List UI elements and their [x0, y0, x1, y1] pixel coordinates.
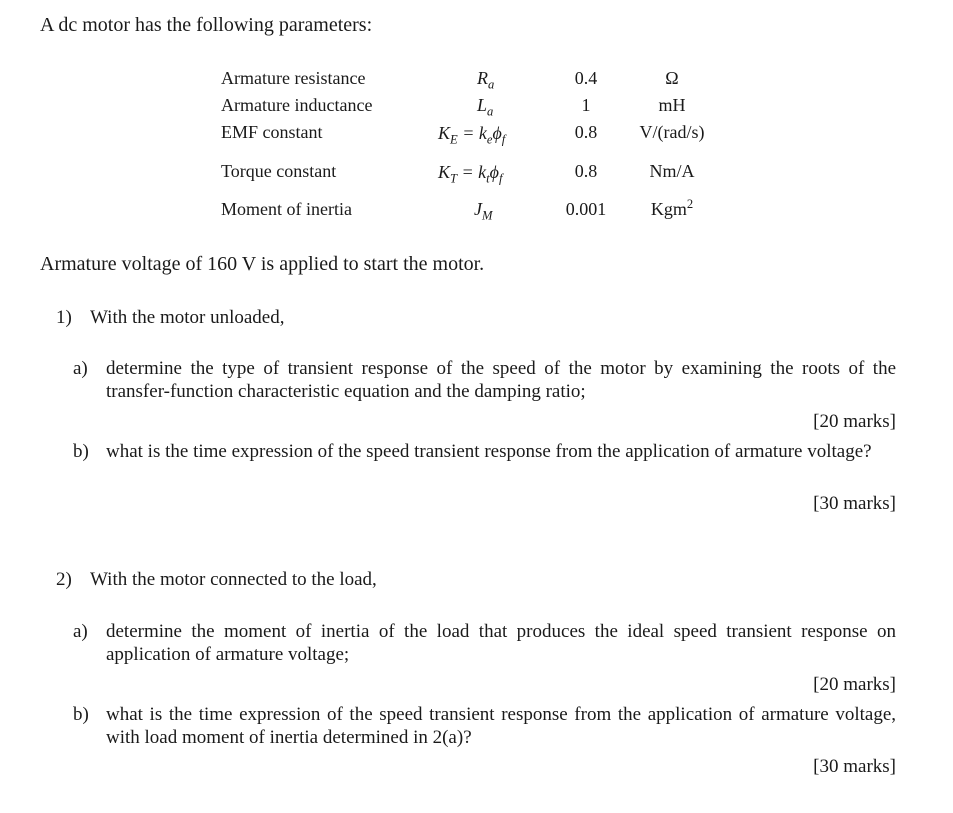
intro-text: A dc motor has the following parameters:	[40, 14, 373, 36]
marks: [30 marks]	[813, 493, 896, 514]
part-text: what is the time expression of the speed transient response from the application of armature voltage, with load moment of inertia determined in 2(a)?	[106, 704, 896, 748]
param-value: 0.8	[574, 161, 598, 181]
param-symbol: $J_M$	[474, 199, 493, 223]
param-symbol: $L_a$	[477, 95, 494, 119]
param-name: Armature inductance	[221, 95, 373, 115]
part-label: b)	[73, 441, 89, 462]
question-number: 2)	[56, 569, 72, 590]
param-unit: V/(rad/s)	[639, 122, 705, 142]
param-value: 0.8	[574, 122, 598, 142]
param-name: Armature resistance	[221, 68, 366, 88]
param-unit: Ω	[665, 68, 679, 88]
param-symbol: $K_E = k_e\phi_f$	[438, 123, 506, 147]
question-text: With the motor connected to the load,	[90, 569, 377, 590]
part-text: what is the time expression of the speed transient response from the application of armature voltage?	[106, 441, 872, 462]
marks: [20 marks]	[813, 674, 896, 695]
param-symbol: $K_T = k_t\phi_f$	[438, 162, 503, 186]
param-value: 0.4	[574, 68, 598, 88]
param-name: Moment of inertia	[221, 199, 352, 219]
part-label: a)	[73, 358, 88, 379]
marks: [30 marks]	[813, 756, 896, 777]
param-unit: Kgm$^2$	[650, 197, 694, 219]
param-unit: Nm/A	[649, 161, 695, 181]
question-text: With the motor unloaded,	[90, 307, 285, 328]
marks: [20 marks]	[813, 411, 896, 432]
param-value: 0.001	[565, 199, 607, 219]
param-symbol: $R_a$	[477, 68, 495, 92]
voltage-statement: Armature voltage of 160 V is applied to start the motor.	[40, 253, 485, 275]
part-text: determine the type of transient response of the speed of the motor by examining the roots of the transfer-function characteristic equation and the damping ratio;	[106, 358, 896, 402]
param-name: EMF constant	[221, 122, 323, 142]
part-text: determine the moment of inertia of the load that produces the ideal speed transient response on application of armature voltage;	[106, 621, 896, 665]
part-label: b)	[73, 704, 89, 725]
part-label: a)	[73, 621, 88, 642]
question-number: 1)	[56, 307, 72, 328]
param-unit: mH	[658, 95, 686, 115]
param-name: Torque constant	[221, 161, 337, 181]
param-value: 1	[581, 95, 591, 115]
